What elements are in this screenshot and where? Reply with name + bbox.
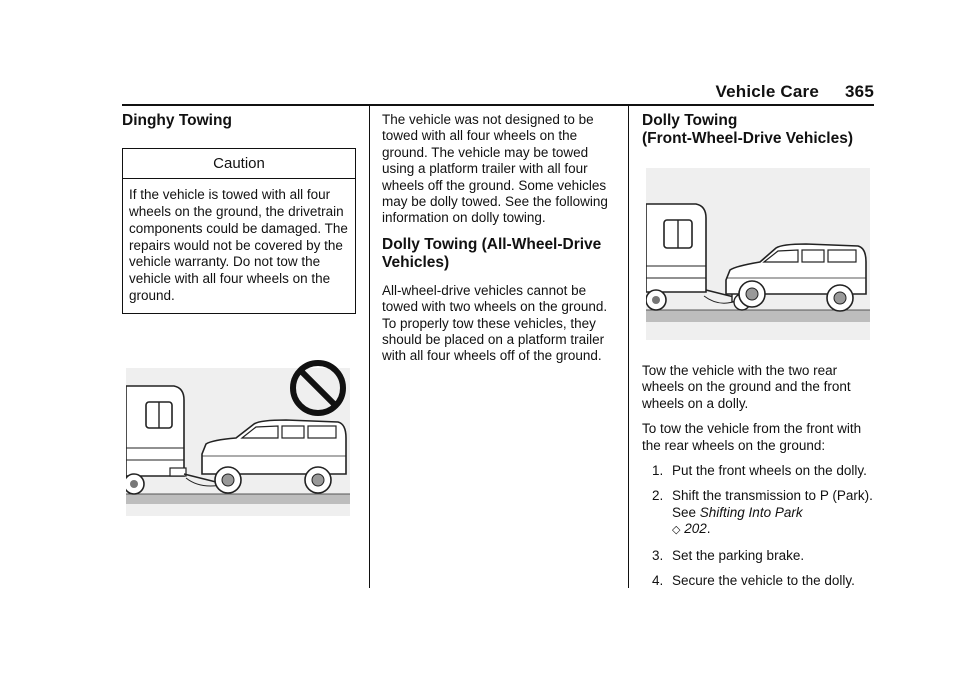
step-suffix: . [706,521,711,537]
step-text: Put the front wheels on the dolly. [672,463,867,479]
column-divider-1 [369,106,370,588]
column-1 [122,112,358,314]
step-number: 3. [652,547,664,563]
dolly-towing-illustration [646,168,870,340]
fwd-dolly-towing-heading [642,112,878,148]
step-number: 1. [652,463,664,479]
step-number: 4. [652,573,664,589]
towing-steps-list [642,463,878,589]
dinghy-towing-heading: Dinghy Towing [122,112,232,129]
caution-box [122,148,356,314]
page-reference[interactable]: 202 [684,521,707,537]
fwd-towing-paragraph: Tow the vehicle with the two rear wheels on the ground and the front wheels on a dolly. [642,363,851,411]
step-text: Shift the transmission to P (Park). See [672,488,873,520]
shifting-into-park-link[interactable]: Shifting Into Park [699,504,803,520]
awd-dolly-towing-heading: Dolly Towing (All-Wheel-Drive Vehicles) [382,235,602,271]
dinghy-towing-svg [126,348,350,516]
step-text: Secure the vehicle to the dolly. [672,573,855,589]
running-header [716,82,875,102]
step-item [642,548,878,564]
awd-towing-paragraph: All-wheel-drive vehicles cannot be towed with two wheels on the ground. To properly tow these vehicles, they should be placed on a platform trailer with all four wheels off of the ground. [382,282,608,364]
header-rule [122,104,874,106]
fwd-heading-line-1: Dolly Towing [642,112,738,129]
column-divider-2 [628,106,629,588]
dolly-towing-svg [646,168,870,340]
step-item [642,463,878,479]
step-text: Set the parking brake. [672,547,805,563]
section-title: Vehicle Care [715,82,820,101]
dinghy-towing-illustration [126,348,350,516]
towing-intro-paragraph: The vehicle was not designed to be towed with all four wheels on the ground. The vehicle may be towed using a platform trailer with all four wheels off the ground. Some vehicles may be dolly towed. See the following information on dolly towing. [382,112,608,226]
step-number: 2. [652,488,664,504]
caution-text: If the vehicle is towed with all four wheels on the ground, the drivetrain components could be damaged. The repairs would not be covered by the vehicle warranty. Do not tow the vehicle with all four wheels on the ground. [129,187,348,303]
fwd-heading-line-2: (Front-Wheel-Drive Vehicles) [642,130,854,147]
fwd-steps-intro: To tow the vehicle from the front with the rear wheels on the ground: [642,421,862,453]
page-number: 365 [845,82,874,101]
column-2 [382,112,618,374]
step-item [642,573,878,589]
page-reference-icon: ◇ [672,524,681,537]
caution-title: Caution [123,149,355,179]
step-item [642,488,878,538]
